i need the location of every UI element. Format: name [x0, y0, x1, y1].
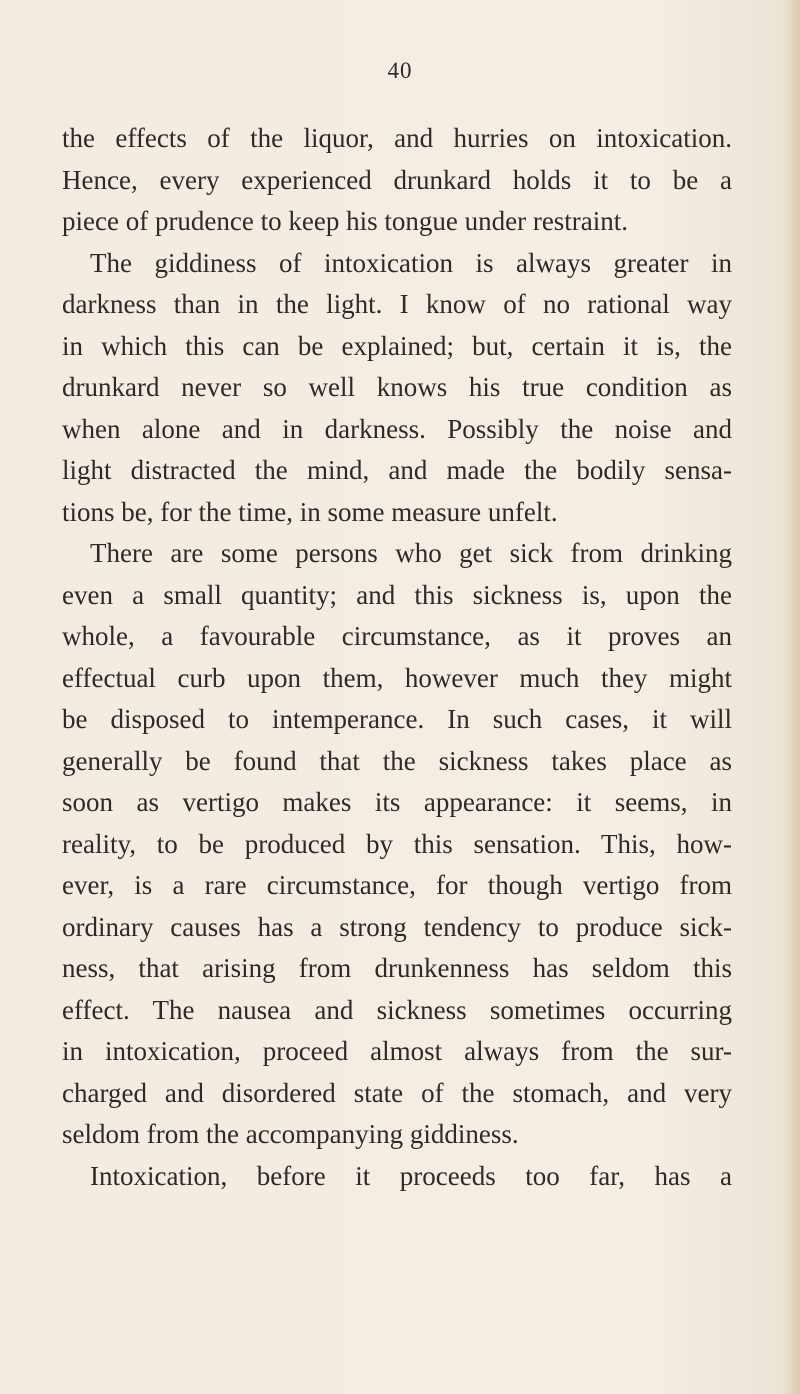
text-line: effectual curb upon them, however much they might — [62, 662, 732, 693]
text-line: There are some persons who get sick from drinking — [90, 538, 732, 568]
text-line: darkness than in the light. I know of no rational way — [62, 289, 732, 319]
text-line: soon as vertigo makes its appearance: it seems, in — [62, 787, 732, 817]
text-line: piece of prudence to keep his tongue under restraint. — [62, 206, 629, 236]
text-line: tions be, for the time, in some measure unfelt. — [62, 496, 558, 527]
text-line: drunkard never so well knows his true condition as — [62, 372, 732, 402]
text-line: when alone and in darkness. Possibly the noise and — [62, 413, 732, 444]
body-text — [62, 118, 732, 1197]
text-line: in intoxication, proceed almost always from the sur- — [62, 1036, 732, 1066]
text-line: The giddiness of intoxication is always greater in — [90, 247, 732, 278]
text-line: effect. The nausea and sickness sometimes occurring — [62, 994, 732, 1025]
page-number: 40 — [387, 58, 413, 83]
text-line: in which this can be explained; but, certain it is, the — [62, 330, 732, 361]
text-line: reality, to be produced by this sensation. This, how- — [62, 828, 732, 859]
text-line: ness, that arising from drunkenness has seldom this — [62, 953, 732, 983]
text-line: Intoxication, before it proceeds too far, has a — [90, 1160, 732, 1191]
text-line: charged and disordered state of the stomach, and very — [62, 1077, 732, 1108]
text-line: whole, a favourable circumstance, as it proves an — [62, 621, 732, 651]
text-line: ordinary causes has a strong tendency to produce sick- — [62, 911, 732, 942]
text-line: seldom from the accompanying giddiness. — [62, 1119, 519, 1149]
text-line: Hence, every experienced drunkard holds it to be a — [62, 164, 732, 195]
text-line: be disposed to intemperance. In such cases, it will — [62, 704, 732, 734]
text-line: generally be found that the sickness takes place as — [62, 745, 732, 776]
text-line: ever, is a rare circumstance, for though vertigo from — [62, 870, 732, 900]
page-edge-shading — [782, 0, 800, 1394]
text-line: the effects of the liquor, and hurries on intoxication. — [62, 123, 732, 153]
text-line: even a small quantity; and this sickness is, upon the — [62, 579, 732, 610]
text-line: light distracted the mind, and made the bodily sensa- — [62, 455, 732, 485]
